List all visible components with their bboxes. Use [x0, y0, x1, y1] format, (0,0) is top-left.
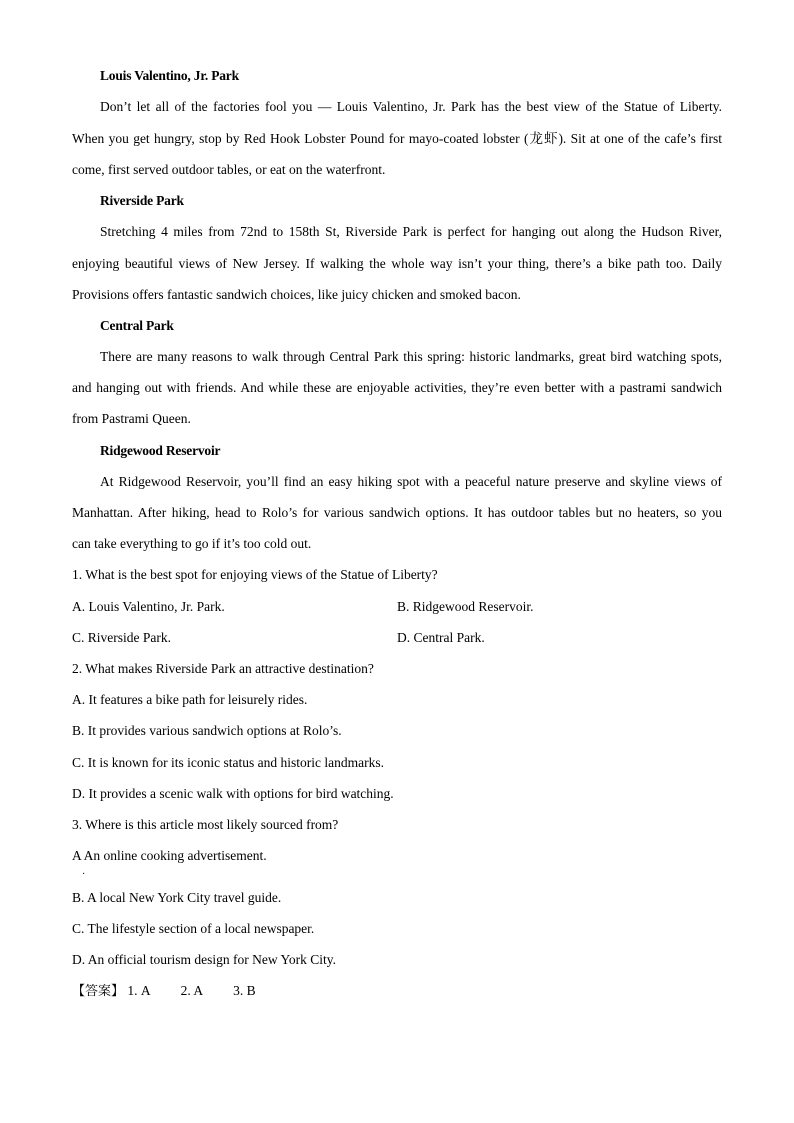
- answer-option: B. A local New York City travel guide.: [72, 890, 282, 905]
- answer-option: C. The lifestyle section of a local newspaper.: [72, 921, 315, 936]
- paragraph-line: and hanging out with friends. And while these are enjoyable activities, they’re even better with a pastrami sandwich: [72, 380, 722, 395]
- section-title: Ridgewood Reservoir: [100, 443, 221, 458]
- answer-option: D. It provides a scenic walk with options for bird watching.: [72, 786, 394, 801]
- question-stem: 1. What is the best spot for enjoying views of the Statue of Liberty?: [72, 567, 438, 582]
- section-title: Louis Valentino, Jr. Park: [100, 68, 239, 83]
- answer-option: D. An official tourism design for New York City.: [72, 952, 336, 967]
- paragraph-line: enjoying beautiful views of New Jersey. If walking the whole way isn’t your thing, there’s a bike path too. Daily: [72, 256, 722, 271]
- paragraph-line: At Ridgewood Reservoir, you’ll find an easy hiking spot with a peaceful nature preserve and skyline views of: [100, 474, 722, 489]
- paragraph-line: can take everything to go if it’s too cold out.: [72, 536, 312, 551]
- answer-option: C. Riverside Park.: [72, 630, 171, 645]
- answer-key: [72, 983, 256, 1000]
- paragraph-line: When you get hungry, stop by Red Hook Lobster Pound for mayo-coated lobster (龙虾). Sit at one of the cafe’s first: [72, 131, 722, 146]
- answer-option: C. It is known for its iconic status and historic landmarks.: [72, 755, 384, 770]
- section-title: Riverside Park: [100, 193, 184, 208]
- answer-option: A. Louis Valentino, Jr. Park.: [72, 599, 225, 614]
- answer-item: 3. B: [233, 983, 256, 998]
- answer-option: A An online cooking advertisement.: [72, 848, 267, 863]
- question-stem: 2. What makes Riverside Park an attractive destination?: [72, 661, 374, 676]
- paragraph-line: Provisions offers fantastic sandwich choices, like juicy chicken and smoked bacon.: [72, 287, 521, 302]
- stray-mark: ·: [82, 869, 86, 880]
- question-stem: 3. Where is this article most likely sourced from?: [72, 817, 339, 832]
- answer-item: 2. A: [180, 983, 203, 998]
- paragraph-line: come, first served outdoor tables, or eat on the waterfront.: [72, 162, 386, 177]
- paragraph-line: Don’t let all of the factories fool you — Louis Valentino, Jr. Park has the best view of the Statue of Liberty.: [100, 99, 722, 114]
- answer-label: 【答案】: [72, 984, 125, 999]
- paragraph-line: Manhattan. After hiking, head to Rolo’s for various sandwich options. It has outdoor tables but no heaters, so you: [72, 505, 722, 520]
- paragraph-line: Stretching 4 miles from 72nd to 158th St, Riverside Park is perfect for hanging out along the Hudson River,: [100, 224, 722, 239]
- answer-option: B. It provides various sandwich options at Rolo’s.: [72, 723, 342, 738]
- paragraph-line: from Pastrami Queen.: [72, 411, 191, 426]
- section-title: Central Park: [100, 318, 174, 333]
- answer-item: 1. A: [127, 983, 150, 998]
- answer-option: D. Central Park.: [397, 630, 485, 645]
- answer-option: B. Ridgewood Reservoir.: [397, 599, 534, 614]
- paragraph-line: There are many reasons to walk through Central Park this spring: historic landmarks, great bird watching spots,: [100, 349, 722, 364]
- answer-option: A. It features a bike path for leisurely rides.: [72, 692, 308, 707]
